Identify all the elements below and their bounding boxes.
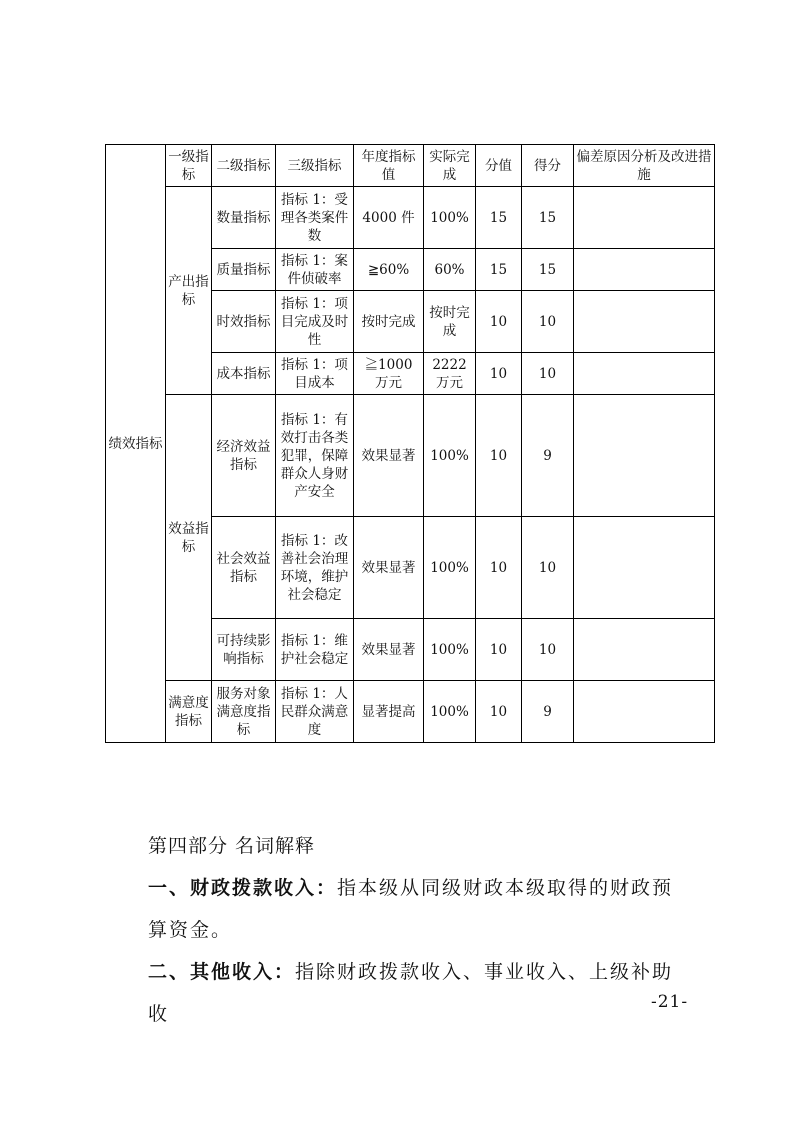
term-definition — [148, 951, 693, 1035]
level2-cell: 数量指标 — [212, 187, 276, 249]
weight-cell: 15 — [476, 249, 522, 291]
weight-cell: 10 — [476, 395, 522, 517]
score-cell: 15 — [522, 187, 574, 249]
weight-cell: 15 — [476, 187, 522, 249]
weight-cell: 10 — [476, 681, 522, 743]
analysis-cell — [574, 395, 715, 517]
level3-cell: 指标 1：案件侦破率 — [276, 249, 354, 291]
group-label: 效益指标 — [166, 395, 212, 681]
header-level1: 一级指标 — [166, 145, 212, 187]
term-text: 指本级从同级财政本级取得的财政预算资金。 — [148, 877, 674, 941]
level2-cell: 成本指标 — [212, 353, 276, 395]
score-cell: 15 — [522, 249, 574, 291]
target-cell: ≧1000 万元 — [354, 353, 424, 395]
score-cell: 9 — [522, 395, 574, 517]
analysis-cell — [574, 353, 715, 395]
level2-cell: 社会效益指标 — [212, 517, 276, 619]
term-label: 一、财政拨款收入： — [148, 877, 338, 899]
actual-cell: 60% — [424, 249, 476, 291]
weight-cell: 10 — [476, 517, 522, 619]
header-weight: 分值 — [476, 145, 522, 187]
table-row — [106, 187, 715, 249]
actual-cell: 按时完成 — [424, 291, 476, 353]
score-cell: 9 — [522, 681, 574, 743]
header-level2: 二级指标 — [212, 145, 276, 187]
table-header-row — [106, 145, 715, 187]
level3-cell: 指标 1：项目成本 — [276, 353, 354, 395]
target-cell: ≧60% — [354, 249, 424, 291]
header-level3: 三级指标 — [276, 145, 354, 187]
term-label: 二、其他收入： — [148, 961, 296, 983]
header-actual: 实际完成 — [424, 145, 476, 187]
analysis-cell — [574, 681, 715, 743]
actual-cell: 2222 万元 — [424, 353, 476, 395]
level3-cell: 指标 1：人民群众满意度 — [276, 681, 354, 743]
target-cell: 4000 件 — [354, 187, 424, 249]
table-row — [106, 681, 715, 743]
analysis-cell — [574, 187, 715, 249]
term-definition — [148, 867, 693, 951]
weight-cell: 10 — [476, 619, 522, 681]
analysis-cell — [574, 249, 715, 291]
weight-cell: 10 — [476, 353, 522, 395]
score-cell: 10 — [522, 517, 574, 619]
header-analysis: 偏差原因分析及改进措施 — [574, 145, 715, 187]
score-cell: 10 — [522, 353, 574, 395]
performance-indicator-table — [105, 144, 715, 743]
level2-cell: 时效指标 — [212, 291, 276, 353]
page-number: -21- — [651, 992, 689, 1012]
level3-cell: 指标 1：受理各类案件数 — [276, 187, 354, 249]
actual-cell: 100% — [424, 517, 476, 619]
level2-cell: 服务对象满意度指标 — [212, 681, 276, 743]
target-cell: 按时完成 — [354, 291, 424, 353]
level3-cell: 指标 1：改善社会治理环境，维护社会稳定 — [276, 517, 354, 619]
score-cell: 10 — [522, 619, 574, 681]
target-cell: 效果显著 — [354, 517, 424, 619]
level2-cell: 经济效益指标 — [212, 395, 276, 517]
analysis-cell — [574, 619, 715, 681]
score-cell: 10 — [522, 291, 574, 353]
analysis-cell — [574, 517, 715, 619]
actual-cell: 100% — [424, 395, 476, 517]
term-text: 指除财政拨款收入、事业收入、上级补助收 — [148, 961, 674, 1025]
target-cell: 效果显著 — [354, 619, 424, 681]
level3-cell: 指标 1：有效打击各类犯罪，保障群众人身财产安全 — [276, 395, 354, 517]
header-target: 年度指标值 — [354, 145, 424, 187]
target-cell: 效果显著 — [354, 395, 424, 517]
level2-cell: 可持续影响指标 — [212, 619, 276, 681]
actual-cell: 100% — [424, 187, 476, 249]
section-heading: 第四部分 名词解释 — [148, 835, 316, 857]
table-row — [106, 395, 715, 517]
actual-cell: 100% — [424, 619, 476, 681]
target-cell: 显著提高 — [354, 681, 424, 743]
weight-cell: 10 — [476, 291, 522, 353]
level3-cell: 指标 1：维护社会稳定 — [276, 619, 354, 681]
group-label: 产出指标 — [166, 187, 212, 395]
level2-cell: 质量指标 — [212, 249, 276, 291]
analysis-cell — [574, 291, 715, 353]
actual-cell: 100% — [424, 681, 476, 743]
header-score: 得分 — [522, 145, 574, 187]
category-cell: 绩效指标 — [106, 145, 166, 743]
level3-cell: 指标 1：项目完成及时性 — [276, 291, 354, 353]
group-label: 满意度指标 — [166, 681, 212, 743]
